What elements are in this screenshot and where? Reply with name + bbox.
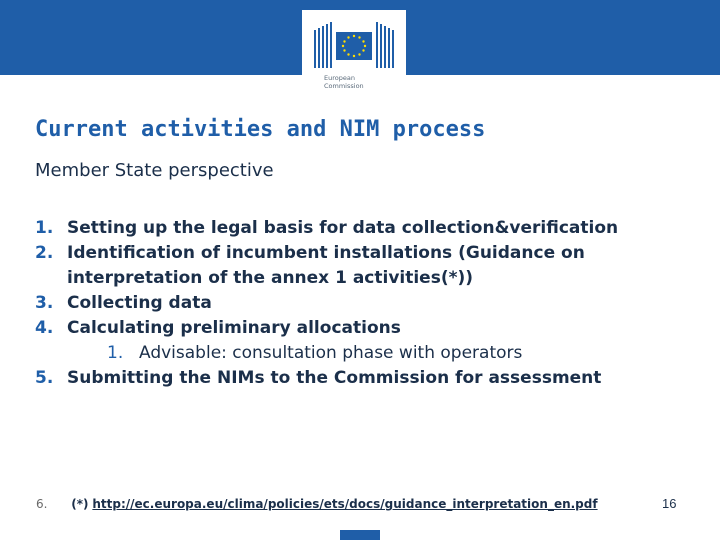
logo-caption [324, 74, 364, 90]
list-item-number: 4. [35, 318, 54, 338]
slide-subtitle: Member State perspective [35, 160, 274, 181]
list-item-text: Identification of incumbent installations (Guidance on [67, 243, 585, 263]
slide-title: Current activities and NIM process [35, 117, 486, 142]
list-item [35, 216, 675, 241]
page-number: 16 [662, 496, 677, 511]
list-item-text: interpretation of the annex 1 activities(*)) [67, 268, 474, 288]
footnote [36, 497, 598, 511]
process-list [35, 216, 675, 391]
list-item-text: Collecting data [67, 293, 212, 313]
logo-caption-line1: European [324, 74, 355, 82]
sub-list-item-number: 1. [107, 343, 124, 363]
footnote-mark: (*) [71, 497, 89, 511]
footnote-number: 6. [36, 497, 48, 511]
list-item-text: Setting up the legal basis for data collection&verification [67, 218, 619, 238]
list-item [35, 366, 675, 391]
list-item-text: Submitting the NIMs to the Commission for assessment [67, 368, 602, 388]
logo-caption-line2: Commission [324, 82, 364, 90]
sub-list-item [35, 341, 675, 366]
list-item [35, 241, 675, 266]
list-item-continuation [35, 266, 675, 291]
sub-list-item-text: Advisable: consultation phase with operators [139, 343, 523, 363]
list-item [35, 316, 675, 341]
list-item-number: 2. [35, 243, 54, 263]
list-item [35, 291, 675, 316]
european-commission-logo [302, 10, 406, 100]
list-item-number: 1. [35, 218, 54, 238]
list-item-number: 5. [35, 368, 54, 388]
guidance-link[interactable]: http://ec.europa.eu/clima/policies/ets/docs/guidance_interpretation_en.pdf [92, 497, 598, 511]
bottom-tab [340, 530, 380, 540]
list-item-number: 3. [35, 293, 54, 313]
list-item-text: Calculating preliminary allocations [67, 318, 401, 338]
